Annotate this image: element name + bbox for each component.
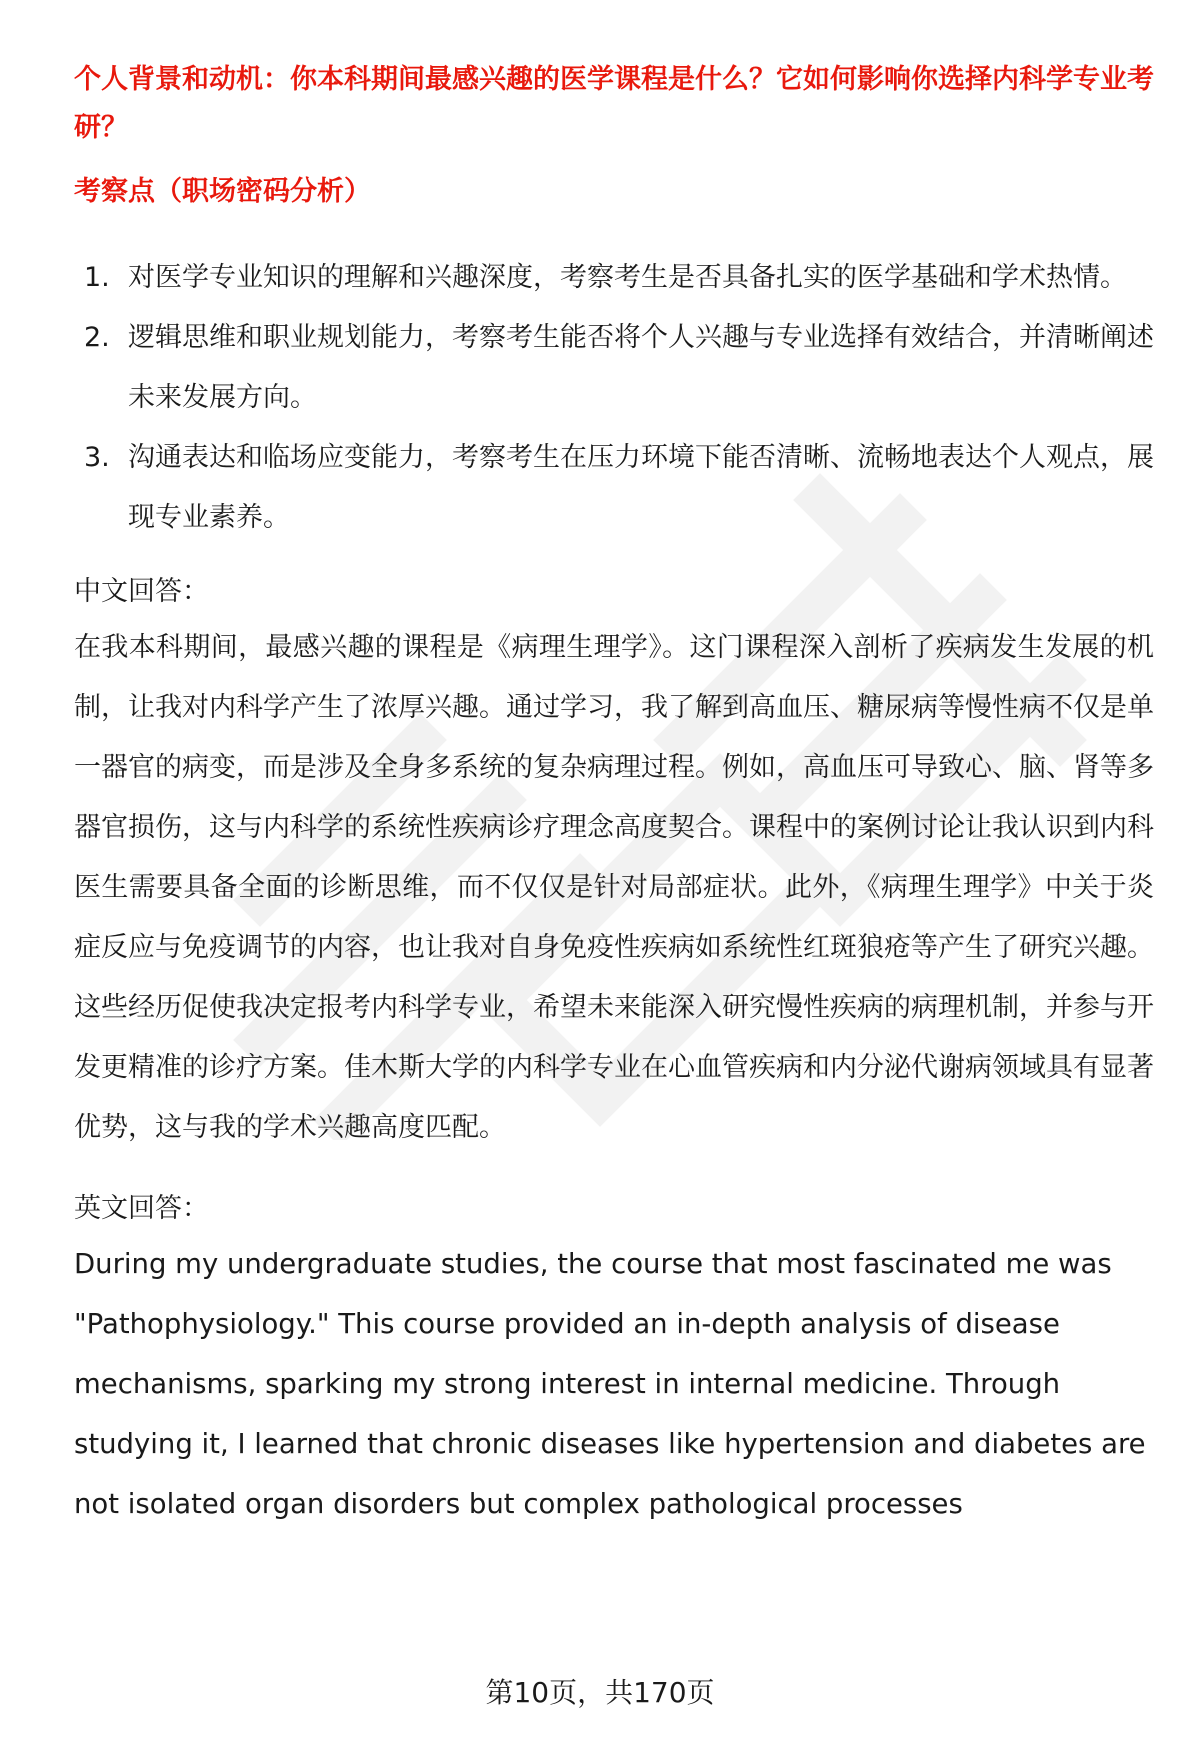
list-item-number: 2. [84, 322, 110, 353]
list-item-number: 1. [84, 262, 110, 293]
list-item-text: 沟通表达和临场应变能力，考察考生在压力环境下能否清晰、流畅地表达个人观点，展现专业素养。 [128, 442, 1154, 533]
english-answer-label: 英文回答： [74, 1193, 209, 1224]
chinese-answer-text: 在我本科期间，最感兴趣的课程是《病理生理学》。这门课程深入剖析了疾病发生发展的机制，让我对内科学产生了浓厚兴趣。通过学习，我了解到高血压、糖尿病等慢性病不仅是单一器官的病变，而是涉及全身多系统的复杂病理过程。例如，高血压可导致心、脑、肾等多器官损伤，这与内科学的系统性疾病诊疗理念高度契合。课程中的案例讨论让我认识到内科医生需要具备全面的诊断思维，而不仅仅是针对局部症状。此外，《病理生理学》中关于炎症反应与免疫调节的内容，也让我对自身免疫性疾病如系统性红斑狼疮等产生了研究兴趣。这些经历促使我决定报考内科学专业，希望未来能深入研究慢性疾病的病理机制，并参与开发更精准的诊疗方案。佳木斯大学的内科学专业在心血管疾病和内分泌代谢病领域具有显著优势，这与我的学术兴趣高度匹配。 [74, 632, 1154, 1143]
question-heading: 个人背景和动机：你本科期间最感兴趣的医学课程是什么？它如何影响你选择内科学专业考研？ [74, 64, 1154, 143]
list-item [74, 428, 1154, 548]
list-item-text: 对医学专业知识的理解和兴趣深度，考察考生是否具备扎实的医学基础和学术热情。 [128, 262, 1127, 293]
list-item-number: 3. [84, 442, 110, 473]
exam-points-list [74, 248, 1154, 548]
list-item-text: 逻辑思维和职业规划能力，考察考生能否将个人兴趣与专业选择有效结合，并清晰阐述未来发展方向。 [128, 322, 1154, 413]
english-answer-text: During my undergraduate studies, the course that most fascinated me was "Pathophysiology." This course provided an in-depth analysis of disease mechanisms, sparking my strong interest in internal medicine. Through studying it, I learned that chronic diseases like hypertension and diabetes are not isolated organ disorders but complex pathological processes [74, 1248, 1146, 1520]
page-number-footer: 第10页，共170页 [485, 1676, 715, 1709]
chinese-answer-label: 中文回答： [74, 576, 209, 607]
exam-points-heading: 考察点（职场密码分析） [74, 176, 371, 207]
list-item [74, 248, 1154, 308]
list-item [74, 308, 1154, 428]
